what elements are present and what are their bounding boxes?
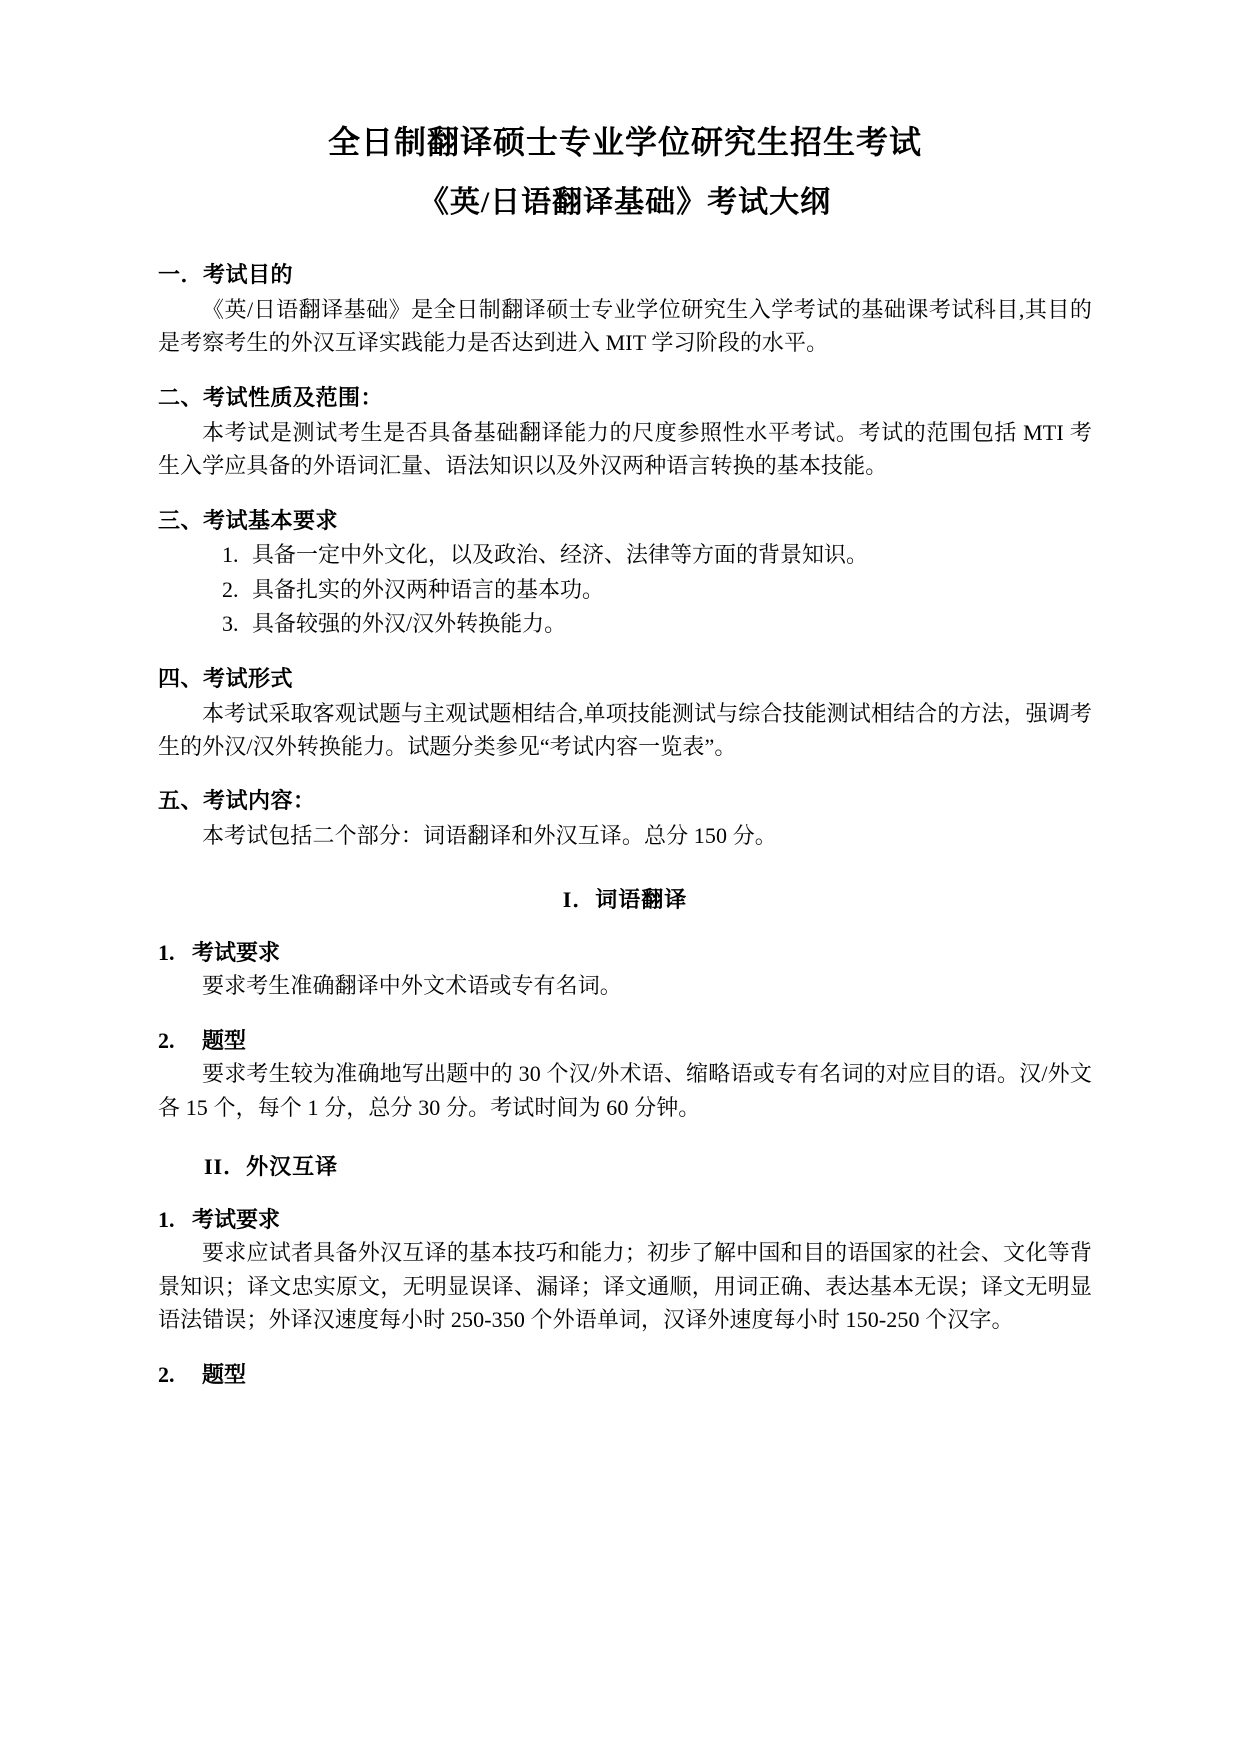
part2-sub-heading-2 [158, 1358, 1092, 1389]
part-title-2: II．外汉互译 [204, 1154, 339, 1180]
section-heading-5: 五、考试内容： [158, 788, 316, 814]
list-item-number: 1. [222, 542, 239, 568]
list-item [222, 607, 1092, 641]
section-heading-4: 四、考试形式 [158, 665, 294, 691]
sub-index: 2. [158, 1362, 175, 1388]
sub-label: 题型 [202, 1028, 247, 1054]
part1-sub-heading-2 [158, 1024, 1092, 1055]
section-heading-2: 二、考试性质及范围： [158, 384, 384, 410]
section-body-2: 本考试是测试考生是否具备基础翻译能力的尺度参照性水平考试。考试的范围包括 MTI 考生入学应具备的外语词汇量、语法知识以及外汉两种语言转换的基本技能。 [158, 419, 1092, 479]
section-body-5: 本考试包括二个部分：词语翻译和外汉互译。总分 150 分。 [202, 823, 777, 849]
sub-index: 1. [158, 939, 175, 965]
sub-index: 2. [158, 1028, 175, 1054]
requirements-list [158, 538, 1092, 640]
list-item [222, 573, 1092, 607]
section-body-1: 《英/日语翻译基础》是全日制翻译硕士专业学位研究生入学考试的基础课考试科目,其目的是考察考生的外汉互译实践能力是否达到进入 MIT 学习阶段的水平。 [158, 296, 1092, 356]
sub-label: 题型 [202, 1362, 247, 1388]
list-item-label: 具备扎实的外汉两种语言的基本功。 [252, 576, 605, 602]
page-subtitle: 《英/日语翻译基础》考试大纲 [418, 186, 832, 219]
part1-sub-body-2: 要求考生较为准确地写出题中的 30 个汉/外术语、缩略语或专有名词的对应目的语。汉/外文各 15 个，每个 1 分，总分 30 分。考试时间为 60 分钟。 [158, 1061, 1092, 1120]
list-item-label: 具备一定中外文化，以及政治、经济、法律等方面的背景知识。 [252, 542, 869, 568]
part1-sub-heading-1 [158, 936, 1092, 967]
part2-sub-heading-1 [158, 1203, 1092, 1234]
section-heading-1: 一．考试目的 [158, 262, 294, 287]
section-body-4: 本考试采取客观试题与主观试题相结合,单项技能测试与综合技能测试相结合的方法，强调考生的外汉/汉外转换能力。试题分类参见“考试内容一览表”。 [158, 700, 1092, 760]
list-item-number: 2. [222, 576, 239, 602]
part1-sub-body-1: 要求考生准确翻译中外文术语或专有名词。 [202, 972, 622, 998]
sub-label: 考试要求 [192, 1207, 281, 1233]
section-heading-3: 三、考试基本要求 [158, 507, 339, 533]
list-item-number: 3. [222, 610, 239, 636]
part-title-1: I．词语翻译 [562, 886, 688, 912]
page-title: 全日制翻译硕士专业学位研究生招生考试 [327, 124, 922, 160]
part2-sub-body-1: 要求应试者具备外汉互译的基本技巧和能力；初步了解中国和目的语国家的社会、文化等背景知识；译文忠实原文，无明显误译、漏译；译文通顺，用词正确、表达基本无误；译文无明显语法错误；外译汉速度每小时 250-350 个外语单词，汉译外速度每小时 150-250 个汉字。 [158, 1240, 1092, 1332]
list-item-label: 具备较强的外汉/汉外转换能力。 [252, 610, 567, 636]
sub-label: 考试要求 [192, 939, 281, 965]
list-item [222, 538, 1092, 572]
sub-index: 1. [158, 1207, 175, 1233]
